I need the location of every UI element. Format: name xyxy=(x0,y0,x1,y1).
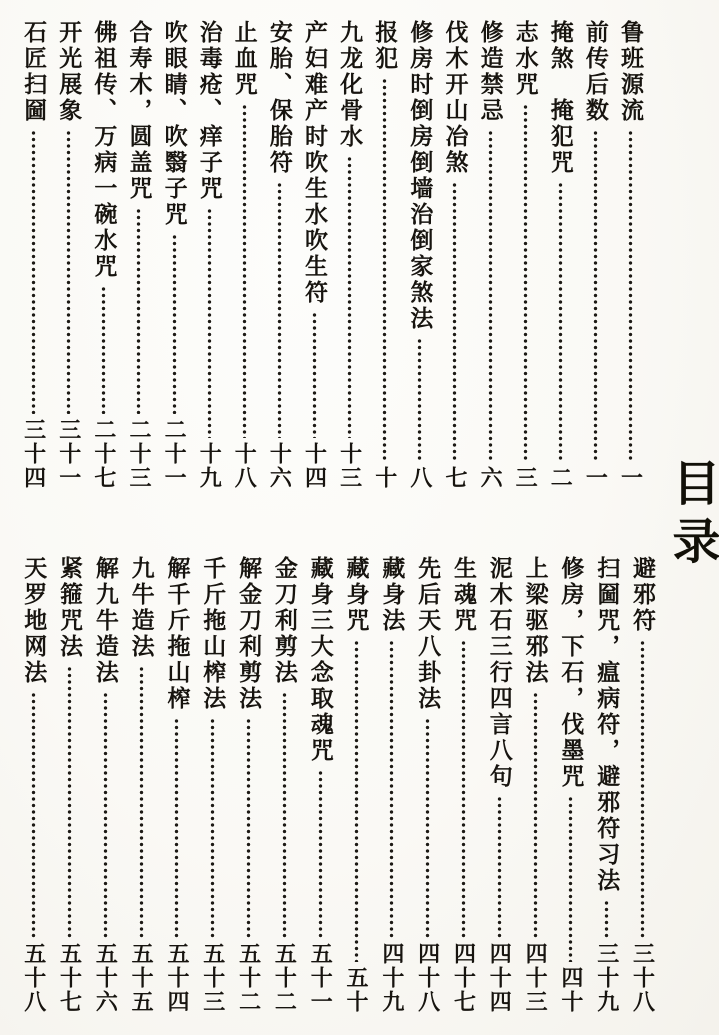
entry-title: 治毒疮、痒子咒 xyxy=(196,20,222,202)
entry-page-number: 六 xyxy=(478,466,504,490)
entry-page-number: 十八 xyxy=(232,442,258,490)
entry-page-number: 十三 xyxy=(337,442,363,490)
entry-page-number: 八 xyxy=(407,466,433,490)
entry-page-number: 四十 xyxy=(558,966,584,1014)
entry-page-number: 十九 xyxy=(197,442,223,490)
entry-page-number: 五十八 xyxy=(21,942,47,1014)
toc-entry xyxy=(549,20,572,490)
entry-title: 金刀利剪法 xyxy=(271,556,297,686)
entry-title: 前传后数 xyxy=(582,20,608,124)
entry-title: 千斤拖山榨法 xyxy=(200,556,226,712)
entry-title: 开光展象 xyxy=(56,20,82,124)
entry-page-number: 二十三 xyxy=(126,418,152,490)
toc-entry xyxy=(338,20,361,490)
entry-page-number: 四十四 xyxy=(487,942,513,1014)
entry-page-number: 四十七 xyxy=(451,942,477,1014)
entry-page-number: 五十一 xyxy=(308,942,334,1014)
toc-entry xyxy=(273,556,296,1014)
entry-page-number: 四十八 xyxy=(415,942,441,1014)
toc-entry xyxy=(373,20,396,490)
toc-entry xyxy=(452,556,475,1014)
toc-entry xyxy=(127,20,150,490)
dot-leader xyxy=(382,78,387,462)
dot-leader xyxy=(354,640,359,962)
dot-leader xyxy=(207,208,212,438)
entry-page-number: 三十四 xyxy=(21,418,47,490)
entry-title: 九龙化骨水 xyxy=(337,20,363,150)
dot-leader xyxy=(210,718,215,938)
toc-entry xyxy=(345,556,368,1014)
entry-page-number: 四十三 xyxy=(523,942,549,1014)
entry-title: 吹眼睛、吹翳子咒 xyxy=(161,20,187,228)
dot-leader xyxy=(174,718,179,938)
toc-entry xyxy=(237,556,260,1014)
toc-entry xyxy=(380,556,403,1014)
entry-page-number: 四十九 xyxy=(379,942,405,1014)
entry-title: 安胎、保胎符 xyxy=(266,20,292,176)
toc-entry xyxy=(408,20,431,490)
toc-section-bottom xyxy=(22,556,654,1014)
entry-page-number: 五十六 xyxy=(93,942,119,1014)
entry-title: 避邪符 xyxy=(630,556,655,634)
entry-title: 解千斤拖山榨 xyxy=(164,556,190,712)
dot-leader xyxy=(558,182,563,462)
entry-title: 伐木开山冶煞 xyxy=(442,20,468,176)
dot-leader xyxy=(452,182,457,462)
entry-title: 修房时倒房倒墙治倒家煞法 xyxy=(407,20,433,332)
toc-entry xyxy=(559,556,582,1014)
toc-entry xyxy=(479,20,502,490)
toc-entry xyxy=(303,20,326,490)
dot-leader xyxy=(242,104,247,438)
toc-section-top xyxy=(22,20,642,490)
entry-title: 九牛造法 xyxy=(128,556,154,660)
dot-leader xyxy=(568,796,573,962)
page-title: 目录 xyxy=(665,458,718,574)
entry-page-number: 二十七 xyxy=(91,418,117,490)
entry-title: 藏身三大念取魂咒 xyxy=(307,556,333,764)
toc-entry xyxy=(584,20,607,490)
entry-title: 石匠扫圙 xyxy=(21,20,47,124)
toc-entry xyxy=(198,20,221,490)
entry-title: 藏身法 xyxy=(379,556,405,634)
dot-leader xyxy=(461,640,466,938)
entry-title: 掩煞 掩犯咒 xyxy=(547,20,573,176)
entry-title: 合寿木，圆盖咒 xyxy=(126,20,152,202)
dot-leader xyxy=(246,718,251,938)
toc-entry xyxy=(22,20,45,490)
entry-title: 解金刀利剪法 xyxy=(236,556,262,712)
entry-title: 解九牛造法 xyxy=(92,556,118,686)
entry-page-number: 十四 xyxy=(302,442,328,490)
entry-page-number: 三十九 xyxy=(594,942,620,1014)
dot-leader xyxy=(347,156,352,438)
entry-title: 上梁驱邪法 xyxy=(522,556,548,686)
entry-page-number: 三十八 xyxy=(630,942,656,1014)
toc-entry xyxy=(22,556,45,1014)
toc-entry xyxy=(309,556,332,1014)
dot-leader xyxy=(103,692,108,938)
dot-leader xyxy=(282,692,287,938)
dot-leader xyxy=(593,130,598,462)
toc-entry xyxy=(165,556,188,1014)
entry-page-number: 一 xyxy=(583,466,609,490)
entry-page-number: 二 xyxy=(548,466,574,490)
toc-entry xyxy=(524,556,547,1014)
dot-leader xyxy=(488,130,493,462)
toc-entry xyxy=(488,556,511,1014)
dot-leader xyxy=(139,666,144,938)
entry-page-number: 七 xyxy=(442,466,468,490)
entry-page-number: 十 xyxy=(372,466,398,490)
toc-entry xyxy=(92,20,115,490)
entry-page-number: 五十二 xyxy=(236,942,262,1014)
entry-page-number: 二十一 xyxy=(162,418,188,490)
entry-title: 志水咒 xyxy=(512,20,538,98)
toc-entry xyxy=(233,20,256,490)
entry-page-number: 五十四 xyxy=(164,942,190,1014)
entry-title: 先后天八卦法 xyxy=(415,556,441,712)
dot-leader xyxy=(312,312,317,438)
entry-page-number: 五十三 xyxy=(200,942,226,1014)
entry-page-number: 十六 xyxy=(267,442,293,490)
toc-entry xyxy=(514,20,537,490)
dot-leader xyxy=(640,640,645,938)
dot-leader xyxy=(136,208,141,414)
dot-leader xyxy=(497,796,502,938)
toc-entry xyxy=(130,556,153,1014)
entry-title: 佛祖传、万病一碗水咒 xyxy=(91,20,117,280)
toc-entry xyxy=(163,20,186,490)
toc-entry xyxy=(57,20,80,490)
dot-leader xyxy=(277,182,282,438)
dot-leader xyxy=(31,130,36,414)
dot-leader xyxy=(318,770,323,938)
entry-title: 泥木石三行四言八句 xyxy=(486,556,512,790)
entry-page-number: 三 xyxy=(513,466,539,490)
entry-title: 藏身咒 xyxy=(343,556,369,634)
dot-leader xyxy=(172,234,177,414)
toc-entry xyxy=(595,556,618,1014)
dot-leader xyxy=(425,718,430,938)
entry-title: 鲁班源流 xyxy=(618,20,643,124)
dot-leader xyxy=(628,130,633,462)
toc-entry xyxy=(619,20,642,490)
entry-page-number: 五十 xyxy=(344,966,369,1014)
toc-entry xyxy=(201,556,224,1014)
entry-page-number: 五十五 xyxy=(129,942,155,1014)
entry-page-number: 五十七 xyxy=(57,942,83,1014)
dot-leader xyxy=(31,692,36,938)
dot-leader xyxy=(66,130,71,414)
dot-leader xyxy=(533,692,538,938)
entry-title: 修房，下石，伐墨咒 xyxy=(558,556,584,790)
entry-page-number: 三十一 xyxy=(56,418,82,490)
dot-leader xyxy=(67,666,72,938)
toc-entry xyxy=(416,556,439,1014)
entry-title: 生魂咒 xyxy=(450,556,476,634)
toc-entry xyxy=(443,20,466,490)
entry-title: 产妇难产时吹生水吹生符 xyxy=(302,20,328,306)
toc-entry xyxy=(58,556,81,1014)
entry-title: 修造禁忌 xyxy=(477,20,503,124)
entry-title: 止血咒 xyxy=(231,20,257,98)
toc-entry xyxy=(268,20,291,490)
dot-leader xyxy=(417,338,422,462)
entry-title: 扫圙咒，瘟病符，避邪符习法 xyxy=(594,556,620,894)
entry-title: 报犯 xyxy=(372,20,398,72)
entry-page-number: 一 xyxy=(618,466,644,490)
dot-leader xyxy=(101,286,106,414)
dot-leader xyxy=(604,900,609,938)
dot-leader xyxy=(389,640,394,938)
toc-entry xyxy=(94,556,117,1014)
entry-page-number: 五十二 xyxy=(272,942,298,1014)
entry-title: 紧箍咒法 xyxy=(57,556,82,660)
dot-leader xyxy=(523,104,528,462)
entry-title: 天罗地网法 xyxy=(21,556,47,686)
toc-entry xyxy=(631,556,654,1014)
